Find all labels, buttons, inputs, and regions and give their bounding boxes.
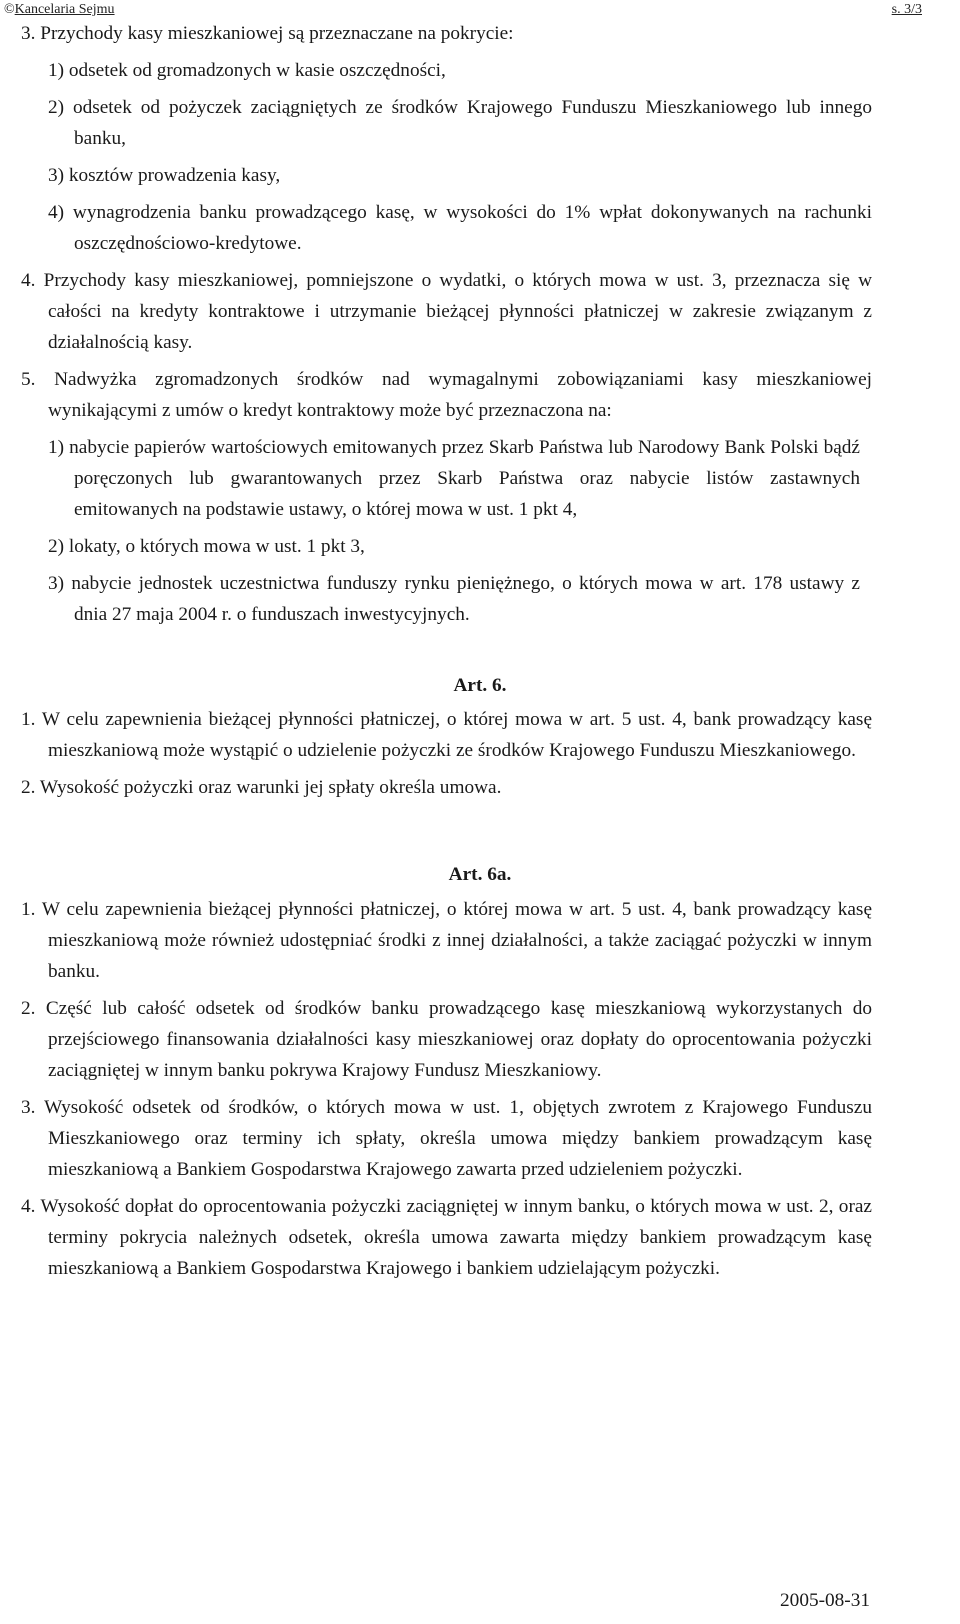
paragraph-3-item-1: 1) odsetek od gromadzonych w kasie oszczędności, (48, 60, 446, 81)
paragraph-5-item-1: 1) nabycie papierów wartościowych emitowanych przez Skarb Państwa lub Narodowy Bank Polski bądź poręczonych lub gwarantowanych przez Skarb Państwa oraz nabycie listów zastawnych emitowanych na podstawie ustawy, o której mowa w ust. 1 pkt 4, (48, 437, 860, 520)
article-6a-heading: Art. 6a. (448, 864, 512, 885)
article-6-heading: Art. 6. (453, 675, 507, 696)
paragraph-5-item-3: 3) nabycie jednostek uczestnictwa funduszy rynku pieniężnego, o których mowa w art. 178 ustawy z dnia 27 maja 2004 r. o funduszach inwestycyjnych. (48, 573, 860, 625)
paragraph-3-item-4: 4) wynagrodzenia banku prowadzącego kasę, w wysokości do 1% wpłat dokonywanych na rachunki oszczędnościowo-kredytowe. (48, 202, 872, 254)
paragraph-5-item-2: 2) lokaty, o których mowa w ust. 1 pkt 3, (48, 536, 365, 557)
article-6-paragraph-1: 1. W celu zapewnienia bieżącej płynności płatniczej, o której mowa w art. 5 ust. 4, bank prowadzący kasę mieszkaniową może wystąpić o udzielenie pożyczki ze środków Krajowego Funduszu Mieszkaniowego. (21, 709, 872, 761)
paragraph-5-intro: 5. Nadwyżka zgromadzonych środków nad wymagalnymi zobowiązaniami kasy mieszkaniowej wynikającymi z umów o kredyt kontraktowy może być przeznaczona na: (21, 369, 872, 421)
article-6a-paragraph-2: 2. Część lub całość odsetek od środków banku prowadzącego kasę mieszkaniową wykorzystanych do przejściowego finansowania działalności kasy mieszkaniowej oraz dopłaty do oprocentowania pożyczki zaciągniętej w innym banku pokrywa Krajowy Fundusz Mieszkaniowy. (21, 998, 872, 1081)
source-label: Kancelaria Sejmu (14, 2, 115, 17)
article-6-paragraph-2: 2. Wysokość pożyczki oraz warunki jej spłaty określa umowa. (21, 777, 502, 798)
paragraph-4: 4. Przychody kasy mieszkaniowej, pomniejszone o wydatki, o których mowa w ust. 3, przeznacza się w całości na kredyty kontraktowe i utrzymanie bieżącej płynności płatniczej w zakresie związanym z działalnością kasy. (21, 270, 872, 353)
paragraph-3-item-3: 3) kosztów prowadzenia kasy, (48, 165, 281, 186)
article-6a-paragraph-3: 3. Wysokość odsetek od środków, o których mowa w ust. 1, objętych zwrotem z Krajowego Funduszu Mieszkaniowego oraz terminy ich spłaty, określa umowa między bankiem prowadzącym kasę mieszkaniową a Bankiem Gospodarstwa Krajowego zawarta przed udzieleniem pożyczki. (21, 1097, 872, 1180)
copyright-symbol: © (4, 2, 15, 17)
document-body (0, 18, 960, 1284)
page-number: s. 3/3 (891, 2, 922, 17)
article-6a-paragraph-4: 4. Wysokość dopłat do oprocentowania pożyczki zaciągniętej w innym banku, o których mowa w ust. 2, oraz terminy pokrycia należnych odsetek, określa umowa zawarta między bankiem prowadzącym kasę mieszkaniową a Bankiem Gospodarstwa Krajowego i bankiem udzielającym pożyczki. (21, 1196, 872, 1279)
footer-date: 2005-08-31 (780, 1590, 870, 1611)
paragraph-3-item-2: 2) odsetek od pożyczek zaciągniętych ze środków Krajowego Funduszu Mieszkaniowego lub innego banku, (48, 97, 872, 149)
paragraph-3-intro: 3. Przychody kasy mieszkaniowej są przeznaczane na pokrycie: (21, 23, 514, 44)
page-header-source (4, 2, 115, 18)
article-6a-paragraph-1: 1. W celu zapewnienia bieżącej płynności płatniczej, o której mowa w art. 5 ust. 4, bank prowadzący kasę mieszkaniową może również udostępniać środki z innej działalności, a także zaciągać pożyczki w innym banku. (21, 899, 872, 982)
